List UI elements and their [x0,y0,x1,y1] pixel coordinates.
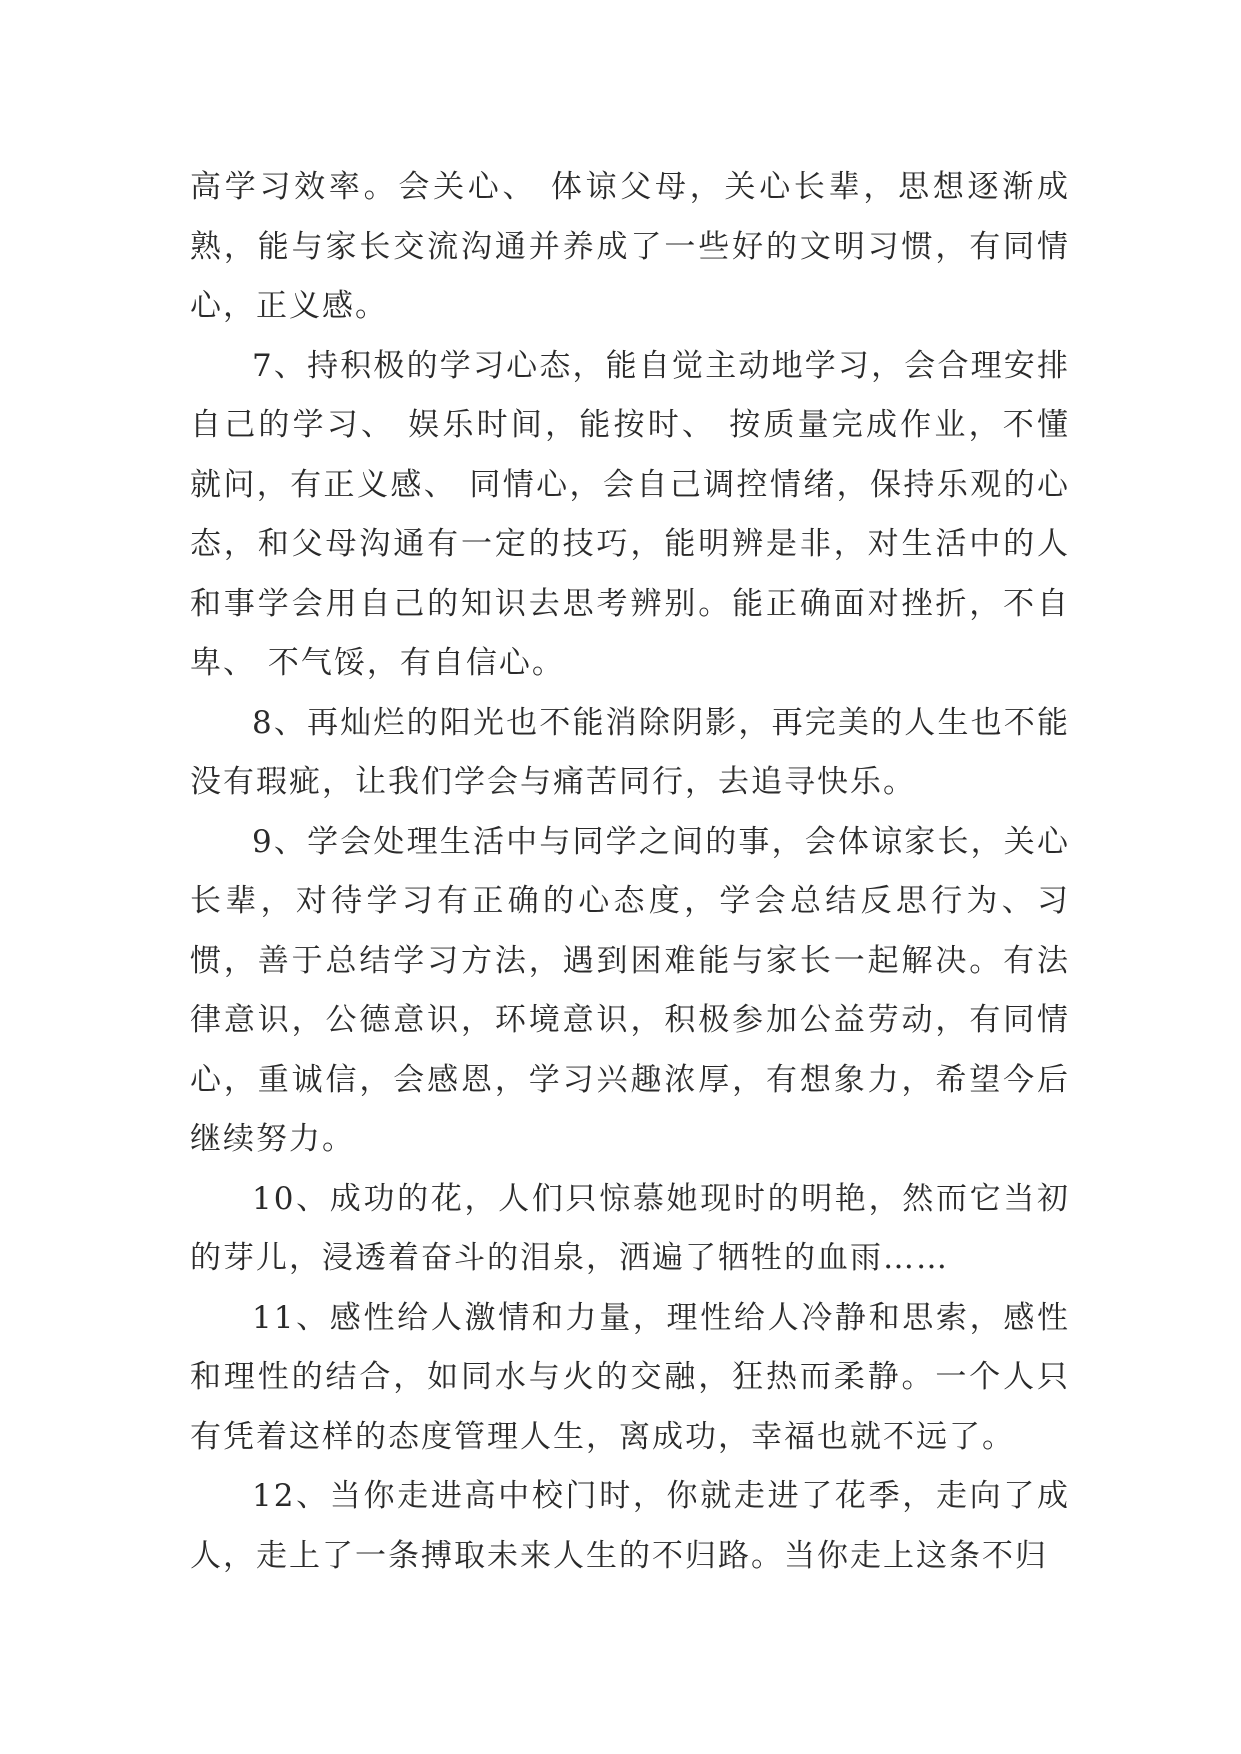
paragraph-4: 9、学会处理生活中与同学之间的事，会体谅家长，关心长辈，对待学习有正确的心态度，学会总结反思行为、习惯，善于总结学习方法，遇到困难能与家长一起解决。有法律意识，公德意识，环境意识，积极参加公益劳动，有同情心，重诚信，会感恩，学习兴趣浓厚，有想象力，希望今后继续努力。 [190,823,1070,1157]
document-body [190,158,1070,1586]
paragraph-1: 高学习效率。会关心、 体谅父母，关心长辈，思想逐渐成熟，能与家长交流沟通并养成了一些好的文明习惯，有同情心，正义感。 [190,169,1070,324]
paragraph-7: 12、当你走进高中校门时，你就走进了花季，走向了成人，走上了一条搏取未来人生的不归路。当你走上这条不归 [190,1478,1070,1574]
paragraph-3: 8、再灿烂的阳光也不能消除阴影，再完美的人生也不能没有瑕疵，让我们学会与痛苦同行，去追寻快乐。 [190,704,1070,800]
paragraph-5: 10、成功的花，人们只惊慕她现时的明艳，然而它当初的芽儿，浸透着奋斗的泪泉，洒遍了牺牲的血雨…… [190,1180,1070,1276]
paragraph-6: 11、感性给人激情和力量，理性给人冷静和思索，感性和理性的结合，如同水与火的交融，狂热而柔静。一个人只有凭着这样的态度管理人生，离成功，幸福也就不远了。 [190,1299,1070,1455]
paragraph-2: 7、持积极的学习心态，能自觉主动地学习，会合理安排自己的学习、 娱乐时间，能按时、 按质量完成作业，不懂就问，有正义感、 同情心，会自己调控情绪，保持乐观的心态，和父母沟通有一定的技巧，能明辨是非，对生活中的人和事学会用自己的知识去思考辨别。能正确面对挫折，不自卑、 不气馁，有自信心。 [190,347,1070,681]
